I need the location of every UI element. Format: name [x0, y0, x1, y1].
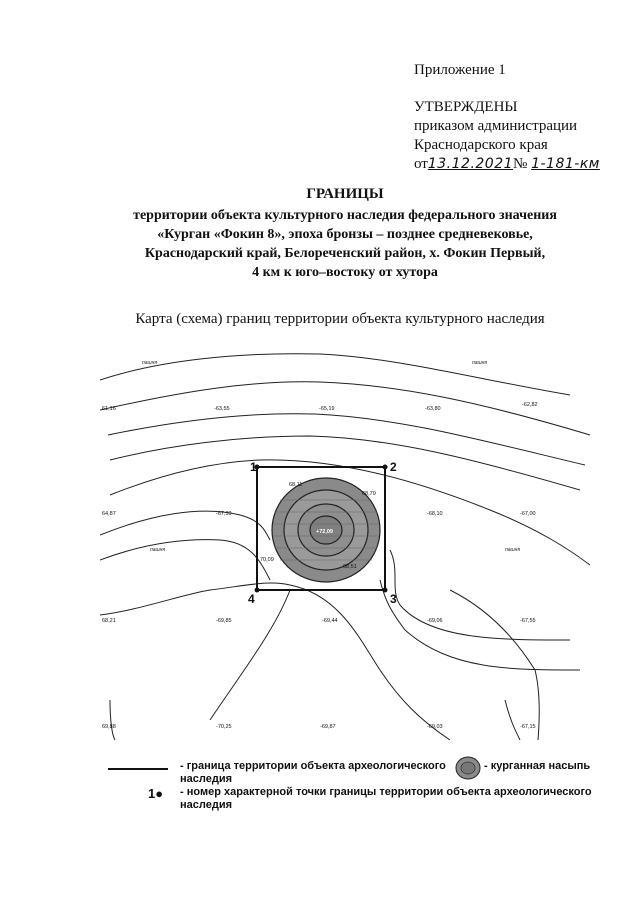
elevation-label: -67,39	[216, 511, 232, 517]
title-line1: ГРАНИЦЫ	[306, 186, 384, 202]
boundary-map	[100, 340, 600, 740]
elevation-label: 69,88	[102, 724, 116, 730]
order-date: 13.12.2021	[427, 156, 514, 172]
title-line3: «Курган «Фокин 8», эпоха бронзы – позднее средневековье,	[157, 227, 533, 242]
mound-elevation-label: 68,79	[362, 491, 376, 497]
boundary-point-marker	[383, 588, 388, 593]
elevation-label: -62,82	[522, 402, 538, 408]
elevation-label: 61,16	[102, 406, 116, 412]
elevation-label: -68,10	[427, 511, 443, 517]
legend-boundary-line-symbol	[108, 768, 168, 770]
order-no-label: №	[513, 156, 528, 172]
order-line	[414, 155, 624, 174]
legend-mound-text: - курганная насыпь	[484, 760, 591, 772]
contour-line	[210, 590, 290, 720]
approved-line3: Краснодарского края	[414, 137, 548, 153]
elevation-label: -63,55	[214, 406, 230, 412]
elevation-label: -63,80	[425, 406, 441, 412]
elevation-label: -69,87	[320, 724, 336, 730]
point-number-icon: 1●	[148, 786, 164, 801]
mound-elevation-label: 68,51	[343, 564, 357, 570]
mound-elevation-label: 70,09	[260, 557, 274, 563]
elevation-label: -69,85	[216, 618, 232, 624]
approved-line2: приказом администрации	[414, 118, 578, 134]
elevation-label: -67,55	[520, 618, 536, 624]
contour-line	[505, 700, 520, 740]
contour-line	[450, 590, 539, 740]
land-label: пашня	[150, 547, 166, 553]
order-prefix: от	[414, 156, 428, 172]
mound-elevation-label: 68,11	[289, 482, 303, 488]
boundary-point-label: 3	[390, 592, 397, 606]
land-label: пашня	[472, 360, 488, 366]
approved-title: УТВЕРЖДЕНЫ	[414, 99, 518, 115]
elevation-label: -69,03	[427, 724, 443, 730]
boundary-point-marker	[255, 588, 260, 593]
elevation-label: 64,87	[102, 511, 116, 517]
title-line2: территории объекта культурного наследия федерального значения	[133, 208, 557, 223]
order-number: 1-181-км	[531, 156, 600, 172]
document-title	[60, 185, 630, 282]
title-line5: 4 км к юго–востоку от хутора	[252, 265, 438, 280]
map-caption: Карта (схема) границ территории объекта культурного наследия	[135, 311, 545, 327]
contour-line	[108, 414, 585, 465]
boundary-point-label: 2	[390, 460, 397, 474]
land-label: пашня	[142, 360, 158, 366]
elevation-label: -69,44	[322, 618, 338, 624]
contour-line	[100, 354, 570, 395]
appendix-label: Приложение 1	[414, 62, 506, 78]
legend-boundary-text: - граница территории объекта археологического наследия	[180, 760, 446, 785]
elevation-label: 68,21	[102, 618, 116, 624]
legend-point-text: - номер характерной точки границы территории объекта археологического наследия	[180, 786, 592, 811]
approval-block	[414, 98, 624, 174]
elevation-label: -69,06	[427, 618, 443, 624]
contour-line	[110, 700, 115, 740]
contour-line	[100, 583, 450, 740]
elevation-label: -67,00	[520, 511, 536, 517]
land-label: пашня	[505, 547, 521, 553]
elevation-label: -70,25	[216, 724, 232, 730]
elevation-label: -67,15	[520, 724, 536, 730]
contour-line	[100, 382, 590, 435]
boundary-point-label: 4	[248, 592, 255, 606]
boundary-point-marker	[383, 465, 388, 470]
boundary-point-label: 1	[250, 460, 257, 474]
elevation-label: -65,19	[319, 406, 335, 412]
mound-elevation-label: +72,09	[316, 529, 333, 535]
title-line4: Краснодарский край, Белореченский район, х. Фокин Первый,	[144, 246, 546, 261]
mound-icon	[455, 756, 481, 780]
